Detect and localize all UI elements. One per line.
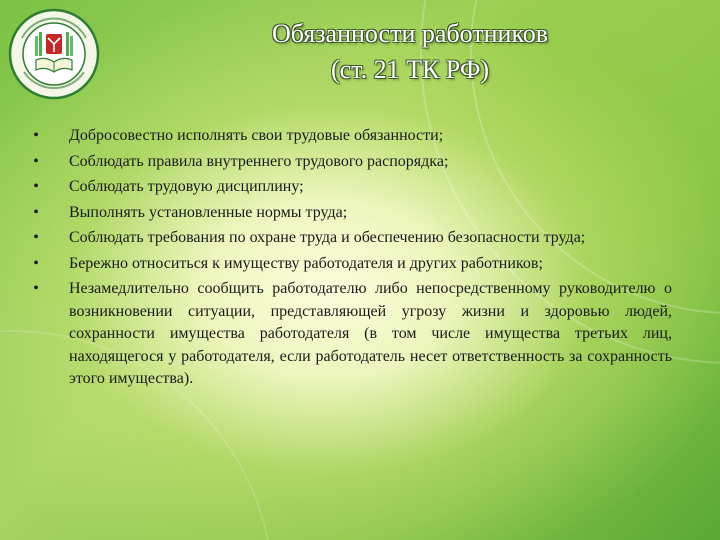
bullet: • (33, 127, 39, 144)
bullet: • (33, 229, 39, 246)
duty-text: Незамедлительно сообщить работодателю либо непосредственному руководителю о возникновении ситуации, представляющей угрозу жизни и здоровью людей, сохранности имущества работодателя (в том числе имущества третьих лиц, находящегося у работодателя, если работодатель несет ответственность за сохранность этого имущества). (69, 280, 672, 387)
bullet: • (33, 254, 39, 272)
duty-item (30, 278, 672, 391)
duty-text: Добросовестно исполнять свои трудовые обязанности; (69, 127, 444, 144)
duties-list (30, 125, 672, 394)
duty-text: Соблюдать требования по охране труда и обеспечению безопасности труда; (69, 229, 586, 246)
bullet: • (33, 203, 39, 221)
bullet: • (33, 152, 39, 170)
title-line: Обязанности работников (271, 19, 549, 48)
duty-item (30, 253, 672, 276)
duty-text: Выполнять установленные нормы труда; (69, 203, 348, 221)
duty-item (30, 202, 672, 225)
duty-text: Соблюдать правила внутреннего трудового распорядка; (69, 152, 449, 170)
college-emblem-icon (8, 8, 100, 100)
title-subline: (ст. 21 ТК РФ) (330, 55, 490, 84)
duty-item (30, 151, 672, 174)
slide-title (220, 16, 600, 88)
duty-item (30, 125, 672, 148)
bullet: • (33, 280, 39, 297)
bullet: • (33, 178, 39, 195)
duty-text: Бережно относиться к имуществу работодателя и других работников; (69, 254, 543, 272)
duty-item (30, 176, 672, 199)
duty-item (30, 227, 672, 250)
duty-text: Соблюдать трудовую дисциплину; (69, 178, 304, 195)
